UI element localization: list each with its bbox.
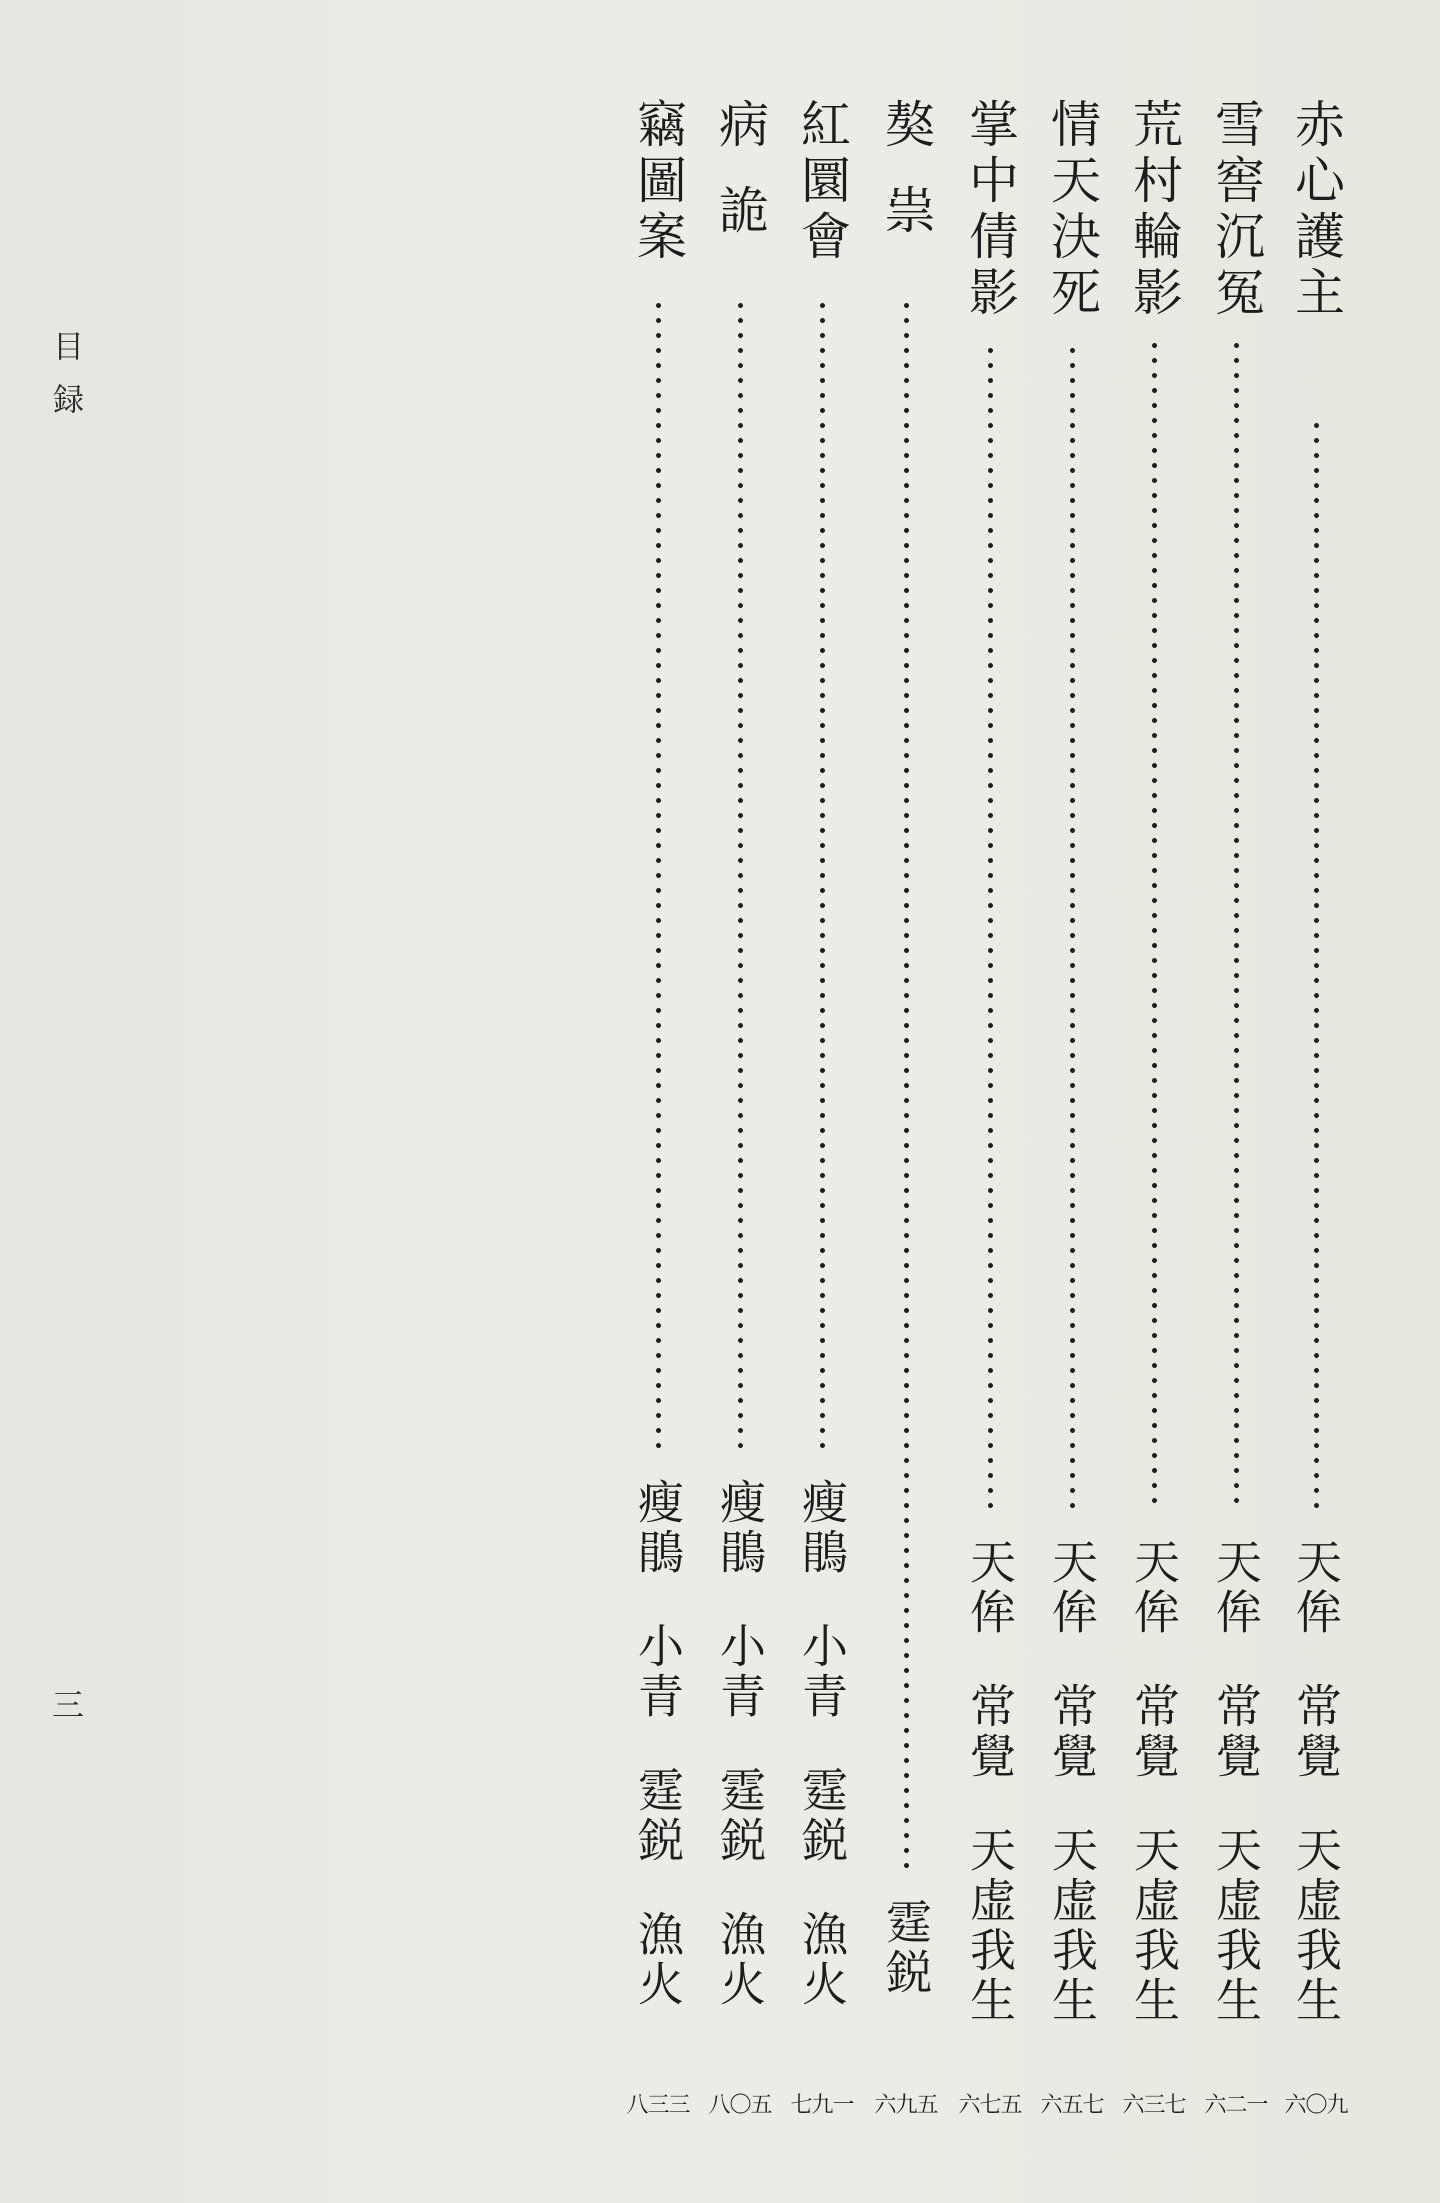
entry-authors bbox=[700, 1478, 780, 2054]
running-head: 目録 bbox=[47, 330, 83, 436]
entry-author: 天虚我生 bbox=[1209, 1826, 1263, 2026]
dot-leader bbox=[1314, 418, 1319, 1508]
entry-authors bbox=[1196, 1538, 1276, 2070]
dot-leader bbox=[1234, 338, 1239, 1508]
entry-author: 天侔 bbox=[1045, 1538, 1099, 1638]
entry-author: 天虚我生 bbox=[963, 1826, 1017, 2026]
entry-author: 天虚我生 bbox=[1289, 1826, 1343, 2026]
entry-title: 病詭 bbox=[711, 98, 769, 270]
entry-page-number: 八三三 bbox=[626, 2093, 690, 2118]
entry-title: 掌中倩影 bbox=[961, 98, 1019, 322]
page-number: 三 bbox=[52, 1686, 85, 1724]
entry-author: 天虚我生 bbox=[1045, 1826, 1099, 2026]
entry-title: 情天決死 bbox=[1043, 98, 1101, 322]
dot-leader bbox=[820, 298, 825, 1458]
entry-author: 漁火 bbox=[631, 1910, 685, 2010]
entry-title: 獒祟 bbox=[877, 98, 935, 270]
entry-author: 霆鋭 bbox=[713, 1766, 767, 1866]
entry-authors bbox=[1032, 1538, 1112, 2070]
entry-title: 雪窖沉冤 bbox=[1207, 98, 1265, 322]
entry-author: 天侔 bbox=[1127, 1538, 1181, 1638]
entry-author: 常覺 bbox=[963, 1682, 1017, 1782]
entry-page-number: 八〇五 bbox=[708, 2093, 772, 2118]
entry-title: 竊圖案 bbox=[629, 98, 687, 266]
entry-author: 天侔 bbox=[1289, 1538, 1343, 1638]
entry-author: 天侔 bbox=[1209, 1538, 1263, 1638]
entry-title: 赤心護主 bbox=[1287, 98, 1345, 322]
entry-author: 霆鋭 bbox=[795, 1766, 849, 1866]
entry-authors bbox=[782, 1478, 862, 2054]
entry-author: 常覺 bbox=[1289, 1682, 1343, 1782]
entry-author: 小青 bbox=[795, 1622, 849, 1722]
entry-page-number: 六二一 bbox=[1204, 2093, 1268, 2118]
entry-author: 瘦鵑 bbox=[795, 1478, 849, 1578]
entry-author: 小青 bbox=[713, 1622, 767, 1722]
entry-author: 常覺 bbox=[1209, 1682, 1263, 1782]
entry-author: 天虚我生 bbox=[1127, 1826, 1181, 2026]
entry-authors bbox=[866, 1898, 946, 2042]
entry-authors bbox=[618, 1478, 698, 2054]
entry-page-number: 六三七 bbox=[1122, 2093, 1186, 2118]
entry-authors bbox=[1276, 1538, 1356, 2070]
entry-author: 小青 bbox=[631, 1622, 685, 1722]
entry-author: 漁火 bbox=[795, 1910, 849, 2010]
entry-page-number: 六九五 bbox=[874, 2093, 938, 2118]
dot-leader bbox=[988, 343, 993, 1508]
entry-author: 霆鋭 bbox=[879, 1898, 933, 1998]
entry-page-number: 六〇九 bbox=[1284, 2093, 1348, 2118]
entry-title: 荒村輪影 bbox=[1125, 98, 1183, 322]
dot-leader bbox=[1152, 338, 1157, 1508]
entry-author: 瘦鵑 bbox=[631, 1478, 685, 1578]
entry-title: 紅圜會 bbox=[793, 98, 851, 266]
entry-author: 天侔 bbox=[963, 1538, 1017, 1638]
entry-author: 常覺 bbox=[1045, 1682, 1099, 1782]
entry-author: 漁火 bbox=[713, 1910, 767, 2010]
entry-page-number: 六五七 bbox=[1040, 2093, 1104, 2118]
entry-page-number: 七九一 bbox=[790, 2093, 854, 2118]
entry-page-number: 六七五 bbox=[958, 2093, 1022, 2118]
entry-authors bbox=[950, 1538, 1030, 2070]
entry-author: 霆鋭 bbox=[631, 1766, 685, 1866]
dot-leader bbox=[1070, 343, 1075, 1508]
dot-leader bbox=[656, 298, 661, 1458]
dot-leader bbox=[738, 298, 743, 1458]
entry-author: 常覺 bbox=[1127, 1682, 1181, 1782]
entry-authors bbox=[1114, 1538, 1194, 2070]
entry-author: 瘦鵑 bbox=[713, 1478, 767, 1578]
dot-leader bbox=[904, 298, 909, 1878]
